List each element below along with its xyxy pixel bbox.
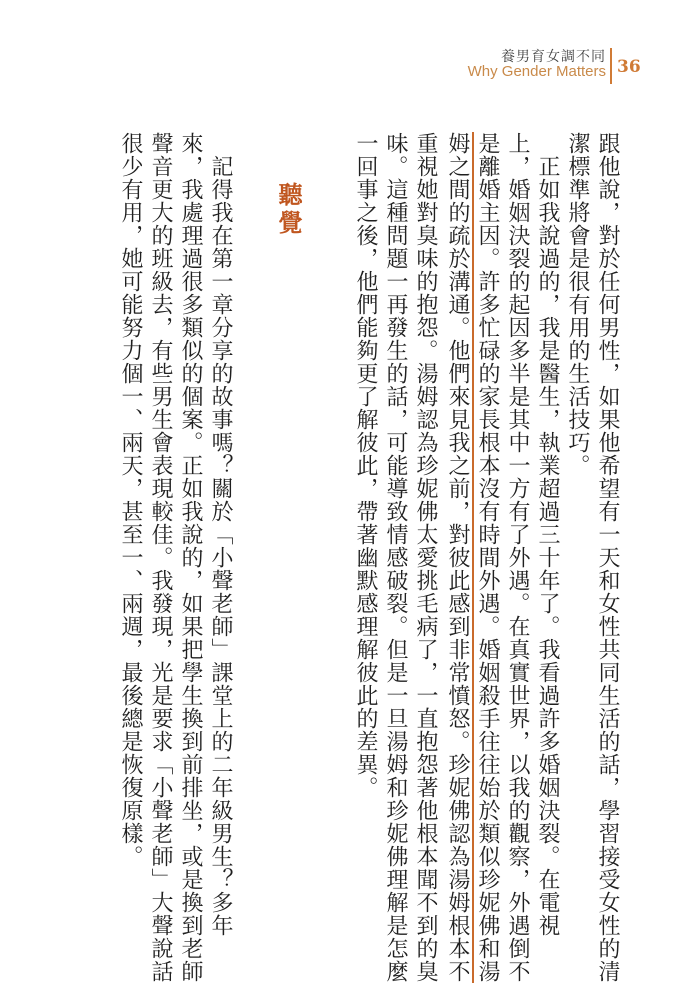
text-column: 跟他說，對於任何男性，如果他希望有一天和女性共同生活的話，學習接受女性的清: [595, 132, 620, 983]
text-column: 上，婚姻決裂的起因多半是其中一方有了外遇。在真實世界，以我的觀察，外遇倒不: [505, 132, 530, 983]
text-column-highlighted: 姆之間的疏於溝通。他們來見我之前，對彼此感到非常憤怒。珍妮佛認為湯姆根本不: [442, 132, 474, 983]
text-column: 聲音更大的班級去，有些男生會表現較佳。我發現，光是要求「小聲老師」大聲說話: [148, 132, 173, 983]
header-divider: [610, 48, 612, 84]
running-head-subtitle: Why Gender Matters: [467, 63, 606, 80]
text-column: 記得我在第一章分享的故事嗎？關於「小聲老師」課堂上的二年級男生？多年: [208, 132, 233, 937]
text-column: 重視她對臭味的抱怨。湯姆認為珍妮佛太愛挑毛病了，一直抱怨著他根本聞不到的臭: [413, 132, 438, 983]
section-heading: 聽覺: [274, 182, 303, 238]
text-column: 正如我說過的，我是醫生，執業超過三十年了。我看過許多婚姻決裂。在電視: [535, 132, 560, 937]
page-number: 36: [617, 57, 641, 77]
text-column: 味。這種問題一再發生的話，可能導致情感破裂。但是一旦湯姆和珍妮佛理解是怎麼: [383, 132, 408, 983]
text-column: 來，我處理過很多類似的個案。正如我說的，如果把學生換到前排坐，或是換到老師: [178, 132, 203, 983]
text-column: 很少有用，她可能努力個一、兩天，甚至一、兩週，最後總是恢復原樣。: [118, 132, 143, 868]
text-column: 潔標準將會是很有用的生活技巧。: [565, 132, 590, 477]
text-column: 一回事之後，他們能夠更了解彼此，帶著幽默感理解彼此的差異。: [353, 132, 378, 799]
running-head-title: 養男育女調不同: [501, 49, 606, 65]
text-column: 是離婚主因。許多忙碌的家長根本沒有時間外遇。婚姻殺手往往始於類似珍妮佛和湯: [475, 132, 500, 983]
